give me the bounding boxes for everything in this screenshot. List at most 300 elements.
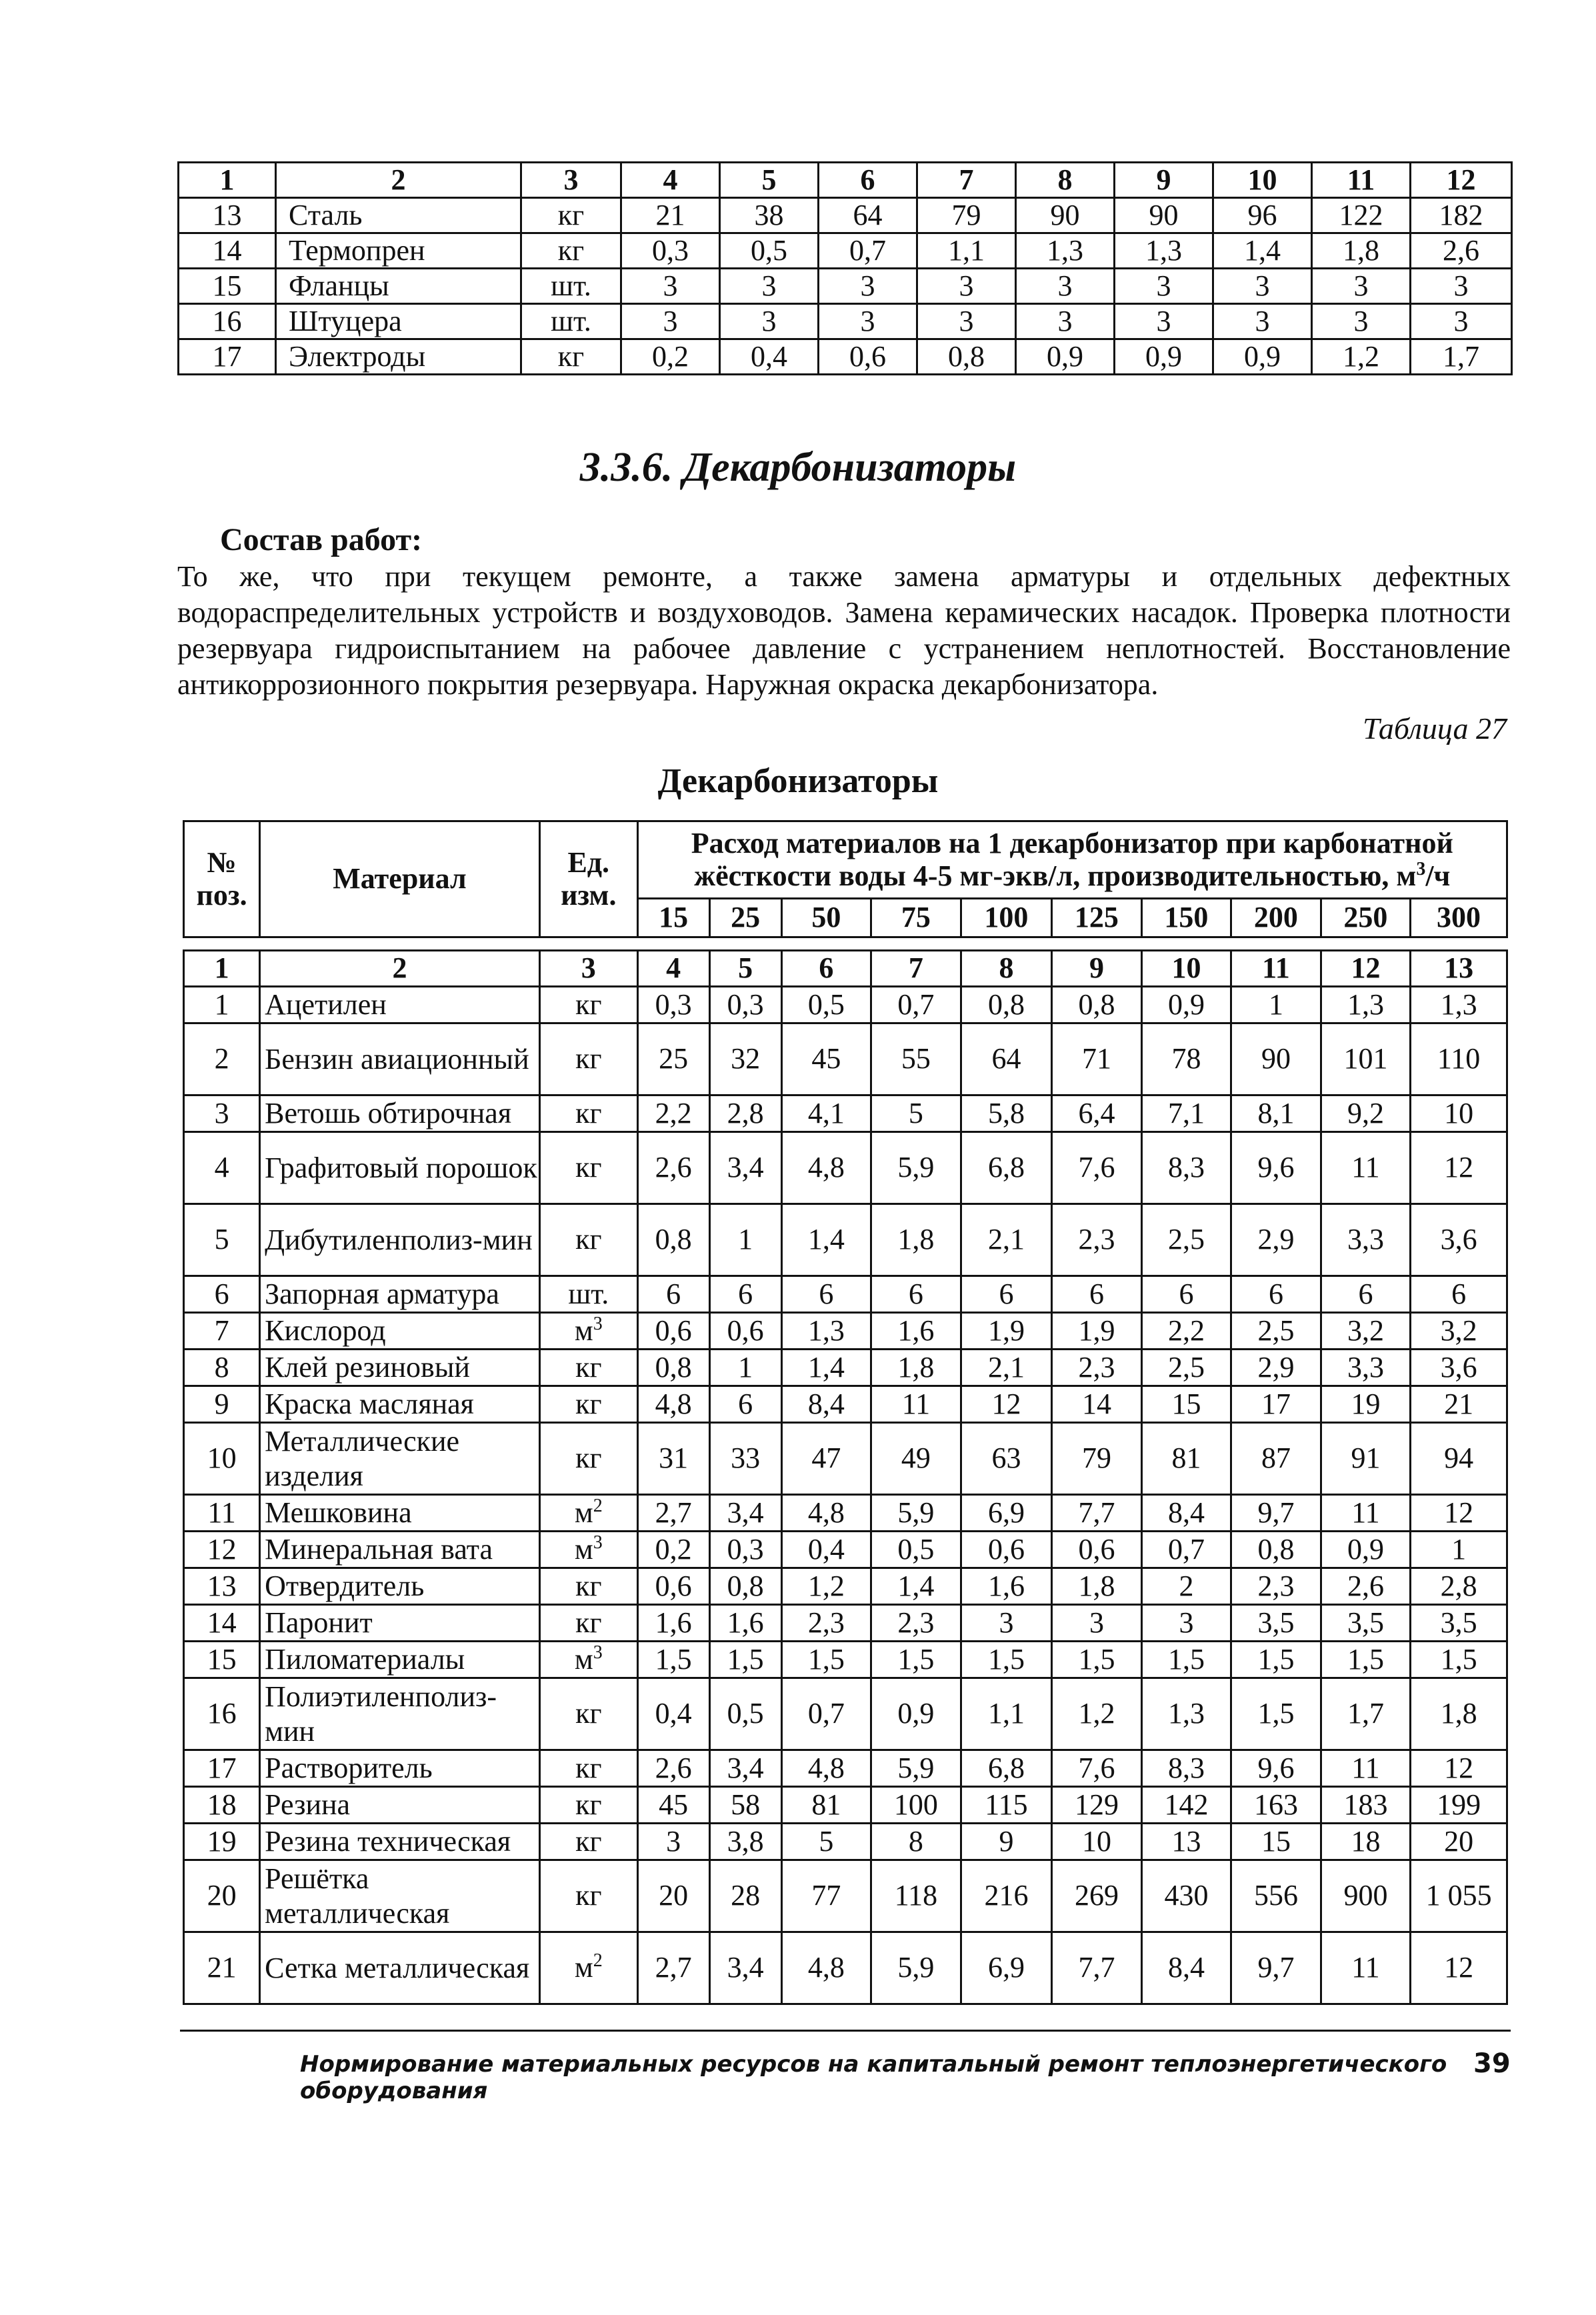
value-cell: 3 (917, 304, 1016, 339)
unit-cell: кг (539, 1386, 637, 1423)
unit-cell: кг (521, 339, 621, 375)
value-cell: 10 (1411, 1095, 1507, 1132)
material-name: Краска масляная (260, 1386, 540, 1423)
works-heading: Состав работ: (220, 522, 423, 557)
value-cell: 183 (1321, 1787, 1411, 1824)
value-cell: 1,3 (1115, 233, 1213, 269)
value-cell: 3 (720, 269, 819, 304)
value-cell: 6 (1231, 1276, 1321, 1313)
value-cell: 0,9 (1141, 987, 1231, 1023)
material-name: Бензин авиационный (260, 1023, 540, 1095)
value-cell: 0,7 (819, 233, 917, 269)
value-cell: 2,3 (871, 1605, 961, 1642)
material-name: Резина (260, 1787, 540, 1824)
value-cell: 0,8 (637, 1350, 709, 1386)
value-cell: 21 (1411, 1386, 1507, 1423)
value-cell: 6 (1141, 1276, 1231, 1313)
value-cell: 0,5 (709, 1678, 781, 1750)
value-cell: 1 (1411, 1532, 1507, 1568)
value-cell: 5 (781, 1824, 871, 1860)
column-index: 11 (1231, 951, 1321, 987)
value-cell: 1,5 (1052, 1642, 1142, 1678)
value-cell: 20 (637, 1860, 709, 1932)
capacity-header: 125 (1052, 899, 1141, 937)
table27-body (183, 949, 1508, 2005)
value-cell: 2,6 (637, 1132, 709, 1204)
value-cell: 1 055 (1411, 1860, 1507, 1932)
table-row (184, 1642, 1507, 1678)
value-cell: 0,8 (1231, 1532, 1321, 1568)
value-cell: 20 (1411, 1824, 1507, 1860)
value-cell: 1,6 (637, 1605, 709, 1642)
capacity-header: 200 (1231, 899, 1321, 937)
value-cell: 0,6 (637, 1568, 709, 1605)
unit-cell: кг (539, 1678, 637, 1750)
value-cell: 0,6 (1052, 1532, 1142, 1568)
value-cell: 3,8 (709, 1824, 781, 1860)
value-cell: 38 (720, 198, 819, 233)
column-index: 12 (1411, 163, 1512, 198)
value-cell: 2,5 (1141, 1204, 1231, 1276)
value-cell: 0,3 (637, 987, 709, 1023)
works-description: То же, что при текущем ремонте, а также замена арматуры и отдельных дефектных водораспределительных устройств и воздуховодов. Замена керамических насадок. Проверка плотности резервуара гидроиспытанием на рабочее давление с устранением неплотностей. Восстановление антикоррозионного покрытия резервуара. Наружная окраска декарбонизатора. (177, 560, 1511, 701)
value-cell: 8,1 (1231, 1095, 1321, 1132)
value-cell: 21 (621, 198, 720, 233)
column-index: 1 (179, 163, 276, 198)
unit-cell: кг (539, 1605, 637, 1642)
table-row (184, 1423, 1507, 1495)
value-cell: 0,7 (781, 1678, 871, 1750)
table-row (184, 1605, 1507, 1642)
material-name: Сетка металлическая (260, 1932, 540, 2004)
value-cell: 3,2 (1321, 1313, 1411, 1350)
unit-cell: шт. (521, 269, 621, 304)
unit-cell: кг (539, 1204, 637, 1276)
value-cell: 6 (709, 1386, 781, 1423)
value-cell: 0,2 (637, 1532, 709, 1568)
value-cell: 110 (1411, 1023, 1507, 1095)
value-cell: 1,8 (871, 1350, 961, 1386)
value-cell: 1,3 (1411, 987, 1507, 1023)
material-name: Штуцера (276, 304, 521, 339)
column-index: 6 (819, 163, 917, 198)
footer-caption: Нормирование материальных ресурсов на капитальный ремонт теплоэнергетического оборудования (300, 2051, 1447, 2104)
value-cell: 2,6 (637, 1750, 709, 1787)
value-cell: 96 (1213, 198, 1312, 233)
value-cell: 3,4 (709, 1132, 781, 1204)
table-row (184, 1350, 1507, 1386)
value-cell: 9,6 (1231, 1132, 1321, 1204)
value-cell: 7,7 (1052, 1932, 1142, 2004)
material-name: Мешковина (260, 1495, 540, 1532)
value-cell: 0,8 (637, 1204, 709, 1276)
value-cell: 7,1 (1141, 1095, 1231, 1132)
value-cell: 0,9 (1115, 339, 1213, 375)
column-index: 10 (1213, 163, 1312, 198)
row-number: 18 (184, 1787, 260, 1824)
material-name: Термопрен (276, 233, 521, 269)
material-name: Пиломатериалы (260, 1642, 540, 1678)
value-cell: 100 (871, 1787, 961, 1824)
table-row (179, 198, 1512, 233)
value-cell: 1,5 (961, 1642, 1052, 1678)
value-cell: 1 (709, 1204, 781, 1276)
value-cell: 3,4 (709, 1495, 781, 1532)
unit-cell: кг (539, 1095, 637, 1132)
value-cell: 101 (1321, 1023, 1411, 1095)
row-number: 7 (184, 1313, 260, 1350)
value-cell: 1 (1231, 987, 1321, 1023)
row-number: 17 (179, 339, 276, 375)
value-cell: 0,9 (871, 1678, 961, 1750)
value-cell: 1,4 (781, 1204, 871, 1276)
value-cell: 11 (1321, 1750, 1411, 1787)
value-cell: 122 (1312, 198, 1411, 233)
material-name: Запорная арматура (260, 1276, 540, 1313)
value-cell: 1,1 (917, 233, 1016, 269)
value-cell: 3 (819, 269, 917, 304)
value-cell: 6 (781, 1276, 871, 1313)
value-cell: 556 (1231, 1860, 1321, 1932)
row-number: 19 (184, 1824, 260, 1860)
value-cell: 6 (1321, 1276, 1411, 1313)
value-cell: 18 (1321, 1824, 1411, 1860)
value-cell: 2,5 (1231, 1313, 1321, 1350)
row-number: 3 (184, 1095, 260, 1132)
value-cell: 9,7 (1231, 1495, 1321, 1532)
capacity-header: 15 (637, 899, 709, 937)
value-cell: 3 (1016, 304, 1115, 339)
table-row (184, 1532, 1507, 1568)
value-cell: 11 (1321, 1495, 1411, 1532)
value-cell: 1,7 (1411, 339, 1512, 375)
material-name: Решётка металлическая (260, 1860, 540, 1932)
value-cell: 6 (871, 1276, 961, 1313)
table-row (184, 987, 1507, 1023)
value-cell: 269 (1052, 1860, 1142, 1932)
row-number: 14 (184, 1605, 260, 1642)
index-row (184, 951, 1507, 987)
value-cell: 0,8 (1052, 987, 1142, 1023)
table-title: Декарбонизаторы (657, 762, 939, 800)
table-row (184, 1495, 1507, 1532)
column-index: 7 (917, 163, 1016, 198)
value-cell: 1,5 (781, 1642, 871, 1678)
value-cell: 5 (871, 1095, 961, 1132)
value-cell: 6 (961, 1276, 1052, 1313)
table-row (184, 1750, 1507, 1787)
table-row (184, 1386, 1507, 1423)
value-cell: 7,6 (1052, 1750, 1142, 1787)
materials-body (184, 987, 1507, 2004)
value-cell: 1,5 (637, 1642, 709, 1678)
value-cell: 8 (871, 1824, 961, 1860)
unit-cell: кг (539, 1824, 637, 1860)
unit-cell: кг (539, 1023, 637, 1095)
row-number: 15 (184, 1642, 260, 1678)
row-number: 21 (184, 1932, 260, 2004)
value-cell: 28 (709, 1860, 781, 1932)
value-cell: 8,4 (1141, 1932, 1231, 2004)
value-cell: 3,5 (1321, 1605, 1411, 1642)
value-cell: 3,4 (709, 1750, 781, 1787)
value-cell: 32 (709, 1023, 781, 1095)
value-cell: 3,3 (1321, 1350, 1411, 1386)
value-cell: 3 (1411, 304, 1512, 339)
value-cell: 0,6 (709, 1313, 781, 1350)
value-cell: 0,6 (819, 339, 917, 375)
table-row (184, 1787, 1507, 1824)
value-cell: 1,6 (961, 1568, 1052, 1605)
value-cell: 142 (1141, 1787, 1231, 1824)
table-row (184, 1276, 1507, 1313)
value-cell: 1,6 (709, 1605, 781, 1642)
unit-cell: кг (539, 1750, 637, 1787)
value-cell: 5,9 (871, 1932, 961, 2004)
continuation-body (179, 198, 1512, 375)
value-cell: 71 (1052, 1023, 1142, 1095)
row-number: 13 (179, 198, 276, 233)
column-index: 9 (1052, 951, 1142, 987)
value-cell: 79 (1052, 1423, 1142, 1495)
capacity-header: 100 (961, 899, 1052, 937)
value-cell: 4,8 (781, 1750, 871, 1787)
value-cell: 0,7 (1141, 1532, 1231, 1568)
row-number: 11 (184, 1495, 260, 1532)
value-cell: 10 (1052, 1824, 1142, 1860)
value-cell: 4,8 (781, 1132, 871, 1204)
table-row (184, 1824, 1507, 1860)
value-cell: 3,2 (1411, 1313, 1507, 1350)
row-number: 2 (184, 1023, 260, 1095)
unit-cell: кг (539, 1860, 637, 1932)
row-number: 20 (184, 1860, 260, 1932)
value-cell: 0,3 (621, 233, 720, 269)
value-cell: 2,3 (1231, 1568, 1321, 1605)
value-cell: 8,3 (1141, 1132, 1231, 1204)
value-cell: 3 (819, 304, 917, 339)
unit-cell: $м^3$ (539, 1532, 637, 1568)
value-cell: 163 (1231, 1787, 1321, 1824)
table-row (184, 1023, 1507, 1095)
value-cell: 12 (1411, 1750, 1507, 1787)
value-cell: 3 (1213, 269, 1312, 304)
material-name: Минеральная вата (260, 1532, 540, 1568)
value-cell: 91 (1321, 1423, 1411, 1495)
value-cell: 3 (1213, 304, 1312, 339)
table-row (184, 1568, 1507, 1605)
value-cell: 2,5 (1141, 1350, 1231, 1386)
value-cell: 1,3 (1321, 987, 1411, 1023)
value-cell: 1,7 (1321, 1678, 1411, 1750)
row-number: 4 (184, 1132, 260, 1204)
value-cell: 1,5 (1411, 1642, 1507, 1678)
row-number: 13 (184, 1568, 260, 1605)
column-index: 3 (539, 951, 637, 987)
value-cell: 90 (1115, 198, 1213, 233)
value-cell: 1,8 (1312, 233, 1411, 269)
value-cell: 0,8 (917, 339, 1016, 375)
value-cell: 94 (1411, 1423, 1507, 1495)
value-cell: 1,3 (781, 1313, 871, 1350)
column-index: 13 (1411, 951, 1507, 987)
footer-divider (180, 2030, 1511, 2032)
value-cell: 2,3 (1052, 1350, 1142, 1386)
value-cell: 87 (1231, 1423, 1321, 1495)
col-group-header: Расход материалов на 1 декарбонизатор при карбонатной жёсткости воды 4-5 мг-экв/л, производительностью, $м^3/ч$ (637, 821, 1507, 899)
value-cell: 2,3 (781, 1605, 871, 1642)
row-number: 17 (184, 1750, 260, 1787)
column-index: 3 (521, 163, 621, 198)
value-cell: 2,2 (1141, 1313, 1231, 1350)
column-index: 12 (1321, 951, 1411, 987)
column-index: 4 (637, 951, 709, 987)
table-row (179, 233, 1512, 269)
unit-cell: $м^3$ (539, 1313, 637, 1350)
value-cell: 3 (621, 269, 720, 304)
row-number: 14 (179, 233, 276, 269)
value-cell: 3,3 (1321, 1204, 1411, 1276)
value-cell: 1,5 (1231, 1642, 1321, 1678)
value-cell: 0,9 (1321, 1532, 1411, 1568)
section-title: 3.3.6. Декарбонизаторы (579, 445, 1017, 490)
value-cell: 4,8 (781, 1495, 871, 1532)
material-name: Полиэтиленполиз-мин (260, 1678, 540, 1750)
table-number: Таблица 27 (1362, 711, 1507, 745)
row-number: 9 (184, 1386, 260, 1423)
unit-cell: $м^2$ (539, 1495, 637, 1532)
value-cell: 5,8 (961, 1095, 1052, 1132)
material-name: Сталь (276, 198, 521, 233)
row-number: 16 (184, 1678, 260, 1750)
value-cell: 3 (961, 1605, 1052, 1642)
value-cell: 1,4 (1213, 233, 1312, 269)
value-cell: 6,9 (961, 1932, 1052, 2004)
value-cell: 9,6 (1231, 1750, 1321, 1787)
value-cell: 182 (1411, 198, 1512, 233)
value-cell: 7,6 (1052, 1132, 1142, 1204)
col-unit-header: Ед. изм. (539, 821, 637, 937)
unit-cell: кг (539, 1350, 637, 1386)
unit-cell: кг (539, 987, 637, 1023)
column-index: 8 (961, 951, 1052, 987)
col-material-header: Материал (260, 821, 540, 937)
value-cell: 78 (1141, 1023, 1231, 1095)
value-cell: 17 (1231, 1386, 1321, 1423)
value-cell: 2,1 (961, 1204, 1052, 1276)
value-cell: 3 (1016, 269, 1115, 304)
value-cell: 3,6 (1411, 1204, 1507, 1276)
value-cell: 6 (709, 1276, 781, 1313)
table-row (179, 304, 1512, 339)
value-cell: 9,7 (1231, 1932, 1321, 2004)
value-cell: 31 (637, 1423, 709, 1495)
header-row-top (184, 821, 1507, 899)
value-cell: 13 (1141, 1824, 1231, 1860)
value-cell: 5,9 (871, 1495, 961, 1532)
row-number: 15 (179, 269, 276, 304)
material-name: Дибутиленполиз-мин (260, 1204, 540, 1276)
value-cell: 3 (1115, 269, 1213, 304)
value-cell: 8,4 (781, 1386, 871, 1423)
column-index: 6 (781, 951, 871, 987)
material-name: Металлические изделия (260, 1423, 540, 1495)
column-index: 10 (1141, 951, 1231, 987)
value-cell: 58 (709, 1787, 781, 1824)
value-cell: 14 (1052, 1386, 1142, 1423)
material-name: Отвердитель (260, 1568, 540, 1605)
value-cell: 33 (709, 1423, 781, 1495)
value-cell: 15 (1231, 1824, 1321, 1860)
unit-cell: шт. (539, 1276, 637, 1313)
material-name: Ветошь обтирочная (260, 1095, 540, 1132)
table-row (179, 339, 1512, 375)
value-cell: 2,3 (1052, 1204, 1142, 1276)
row-number: 12 (184, 1532, 260, 1568)
value-cell: 115 (961, 1787, 1052, 1824)
table-row (184, 1860, 1507, 1932)
value-cell: 3 (1312, 269, 1411, 304)
value-cell: 1,2 (781, 1568, 871, 1605)
value-cell: 25 (637, 1023, 709, 1095)
value-cell: 0,4 (637, 1678, 709, 1750)
value-cell: 5,9 (871, 1750, 961, 1787)
value-cell: 0,3 (709, 1532, 781, 1568)
value-cell: 1,8 (1052, 1568, 1142, 1605)
value-cell: 2,8 (1411, 1568, 1507, 1605)
material-name: Клей резиновый (260, 1350, 540, 1386)
value-cell: 0,4 (720, 339, 819, 375)
value-cell: 12 (1411, 1132, 1507, 1204)
value-cell: 2,1 (961, 1350, 1052, 1386)
capacity-header: 250 (1321, 899, 1410, 937)
value-cell: 2,8 (709, 1095, 781, 1132)
value-cell: 4,8 (781, 1932, 871, 2004)
value-cell: 6 (1411, 1276, 1507, 1313)
value-cell: 1,5 (1321, 1642, 1411, 1678)
value-cell: 3 (637, 1824, 709, 1860)
value-cell: 0,4 (781, 1532, 871, 1568)
value-cell: 7,7 (1052, 1495, 1142, 1532)
material-name: Ацетилен (260, 987, 540, 1023)
value-cell: 12 (1411, 1495, 1507, 1532)
value-cell: 81 (781, 1787, 871, 1824)
col-pos-header: № поз. (184, 821, 260, 937)
value-cell: 5,9 (871, 1132, 961, 1204)
value-cell: 1,5 (1231, 1678, 1321, 1750)
value-cell: 3,4 (709, 1932, 781, 2004)
value-cell: 2,7 (637, 1932, 709, 2004)
value-cell: 3 (917, 269, 1016, 304)
value-cell: 3,6 (1411, 1350, 1507, 1386)
value-cell: 1,1 (961, 1678, 1052, 1750)
value-cell: 2,6 (1411, 233, 1512, 269)
table-row (184, 1678, 1507, 1750)
value-cell: 3 (1115, 304, 1213, 339)
value-cell: 0,3 (709, 987, 781, 1023)
value-cell: 64 (819, 198, 917, 233)
value-cell: 2,7 (637, 1495, 709, 1532)
value-cell: 9,2 (1321, 1095, 1411, 1132)
column-index: 1 (184, 951, 260, 987)
column-index: 2 (260, 951, 540, 987)
value-cell: 3 (1141, 1605, 1231, 1642)
value-cell: 49 (871, 1423, 961, 1495)
value-cell: 216 (961, 1860, 1052, 1932)
table27-header (183, 820, 1508, 938)
value-cell: 1 (709, 1350, 781, 1386)
value-cell: 430 (1141, 1860, 1231, 1932)
